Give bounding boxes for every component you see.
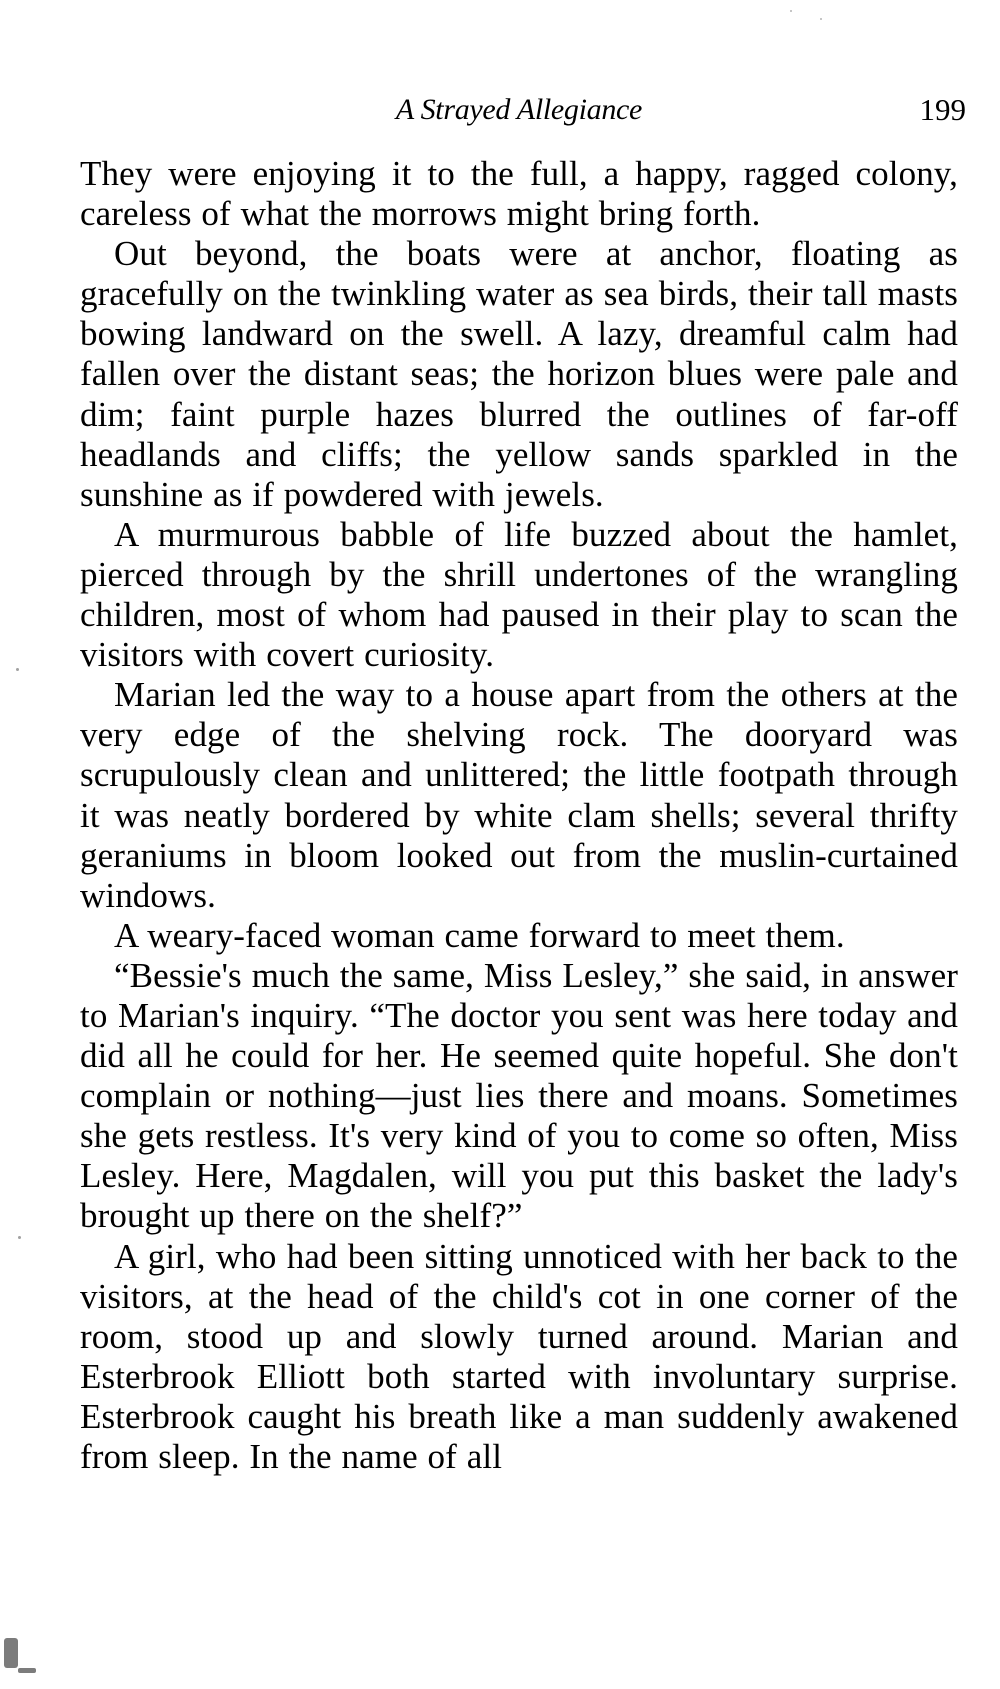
running-head bbox=[80, 86, 966, 136]
scan-speck bbox=[790, 10, 792, 12]
paragraph: A girl, who had been sitting unnoticed with her back to the visitors, at the head of the child's cot in one corner of the room, stood up and slowly turned around. Marian and Esterbrook Elliott both started with involuntary surprise. Esterbrook caught his breath like a man suddenly awakened from sleep. In the name of all bbox=[80, 1236, 958, 1476]
paragraph: A weary-faced woman came forward to meet them. bbox=[114, 915, 845, 955]
paragraph: “Bessie's much the same, Miss Lesley,” she said, in answer to Marian's inquiry. “The doctor you sent was here today and did all he could for her. He seemed quite hopeful. She don't complain or nothing—just lies there and moans. Sometimes she gets restless. It's very kind of you to come so often, Miss Lesley. Here, Magdalen, will you put this basket the lady's brought up there on the shelf?” bbox=[80, 955, 958, 1236]
scan-speck bbox=[18, 1236, 21, 1239]
scan-speck bbox=[16, 668, 19, 671]
paragraph: Out beyond, the boats were at anchor, floating as gracefully on the twinkling water as sea birds, their tall masts bowing landward on the swell. A lazy, dreamful calm had fallen over the distant seas; the horizon blues were pale and dim; faint purple hazes blurred the outlines of far-off headlands and cliffs; the yellow sands sparkled in the sunshine as if powdered with jewels. bbox=[80, 234, 958, 514]
paragraph: They were enjoying it to the full, a happy, ragged colony, careless of what the morrows might bring forth. bbox=[80, 154, 958, 234]
paragraph: Marian led the way to a house apart from the others at the very edge of the shelving rock. The dooryard was scrupulously clean and unlittered; the little footpath through it was neatly bordered by white clam shells; several thrifty geraniums in bloom looked out from the muslin-curtained windows. bbox=[80, 675, 958, 915]
running-title: A Strayed Allegiance bbox=[395, 93, 643, 126]
scan-speck bbox=[820, 18, 822, 20]
paragraph: A murmurous babble of life buzzed about the hamlet, pierced through by the shrill undertones of the wrangling children, most of whom had paused in their play to scan the visitors with covert curiosity. bbox=[80, 514, 958, 675]
scan-speck bbox=[4, 1638, 18, 1668]
body-text bbox=[80, 154, 958, 1477]
page-number: 199 bbox=[919, 92, 966, 127]
scan-speck bbox=[18, 1668, 36, 1673]
